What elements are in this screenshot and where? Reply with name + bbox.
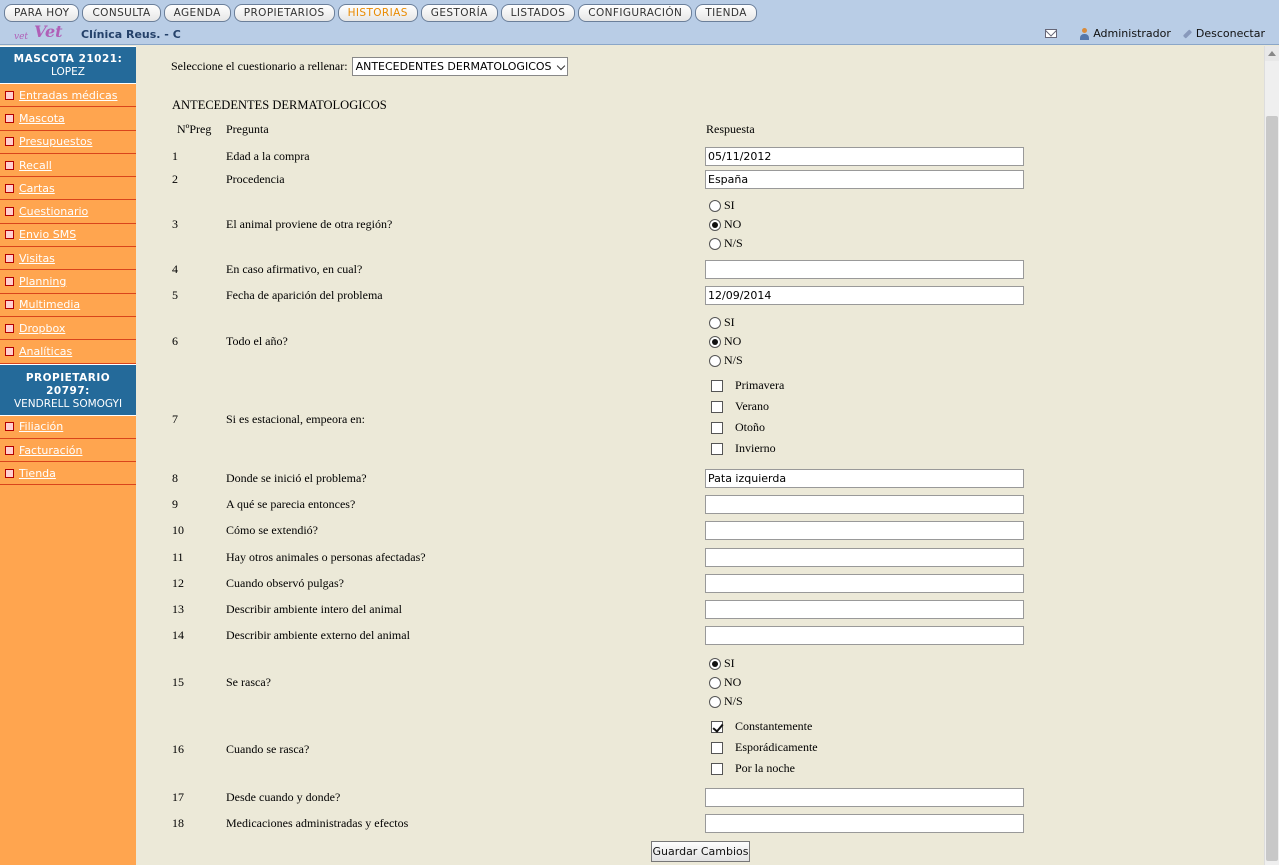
question-row-8	[136, 469, 1136, 488]
bullet-square-icon	[5, 91, 14, 100]
bullet-square-icon	[5, 324, 14, 333]
question-text: Edad a la compra	[226, 149, 310, 163]
radio-option-no[interactable]	[709, 215, 743, 234]
user-link[interactable]	[1079, 27, 1171, 40]
bullet-square-icon	[5, 114, 14, 123]
sidebar-item-dropbox[interactable]	[0, 317, 136, 340]
sidebar-item-tienda[interactable]	[0, 462, 136, 485]
radio-label: NO	[724, 334, 742, 348]
radio-option-n-s[interactable]	[709, 692, 743, 711]
logout-link[interactable]	[1181, 27, 1265, 40]
question-text: Hay otros animales o personas afectadas?	[226, 550, 426, 564]
radio-button[interactable]	[709, 219, 721, 231]
answer-input-13[interactable]	[705, 600, 1024, 619]
question-number: 14	[172, 628, 184, 642]
checkbox-label: Otoño	[735, 420, 765, 434]
question-row-13	[136, 600, 1136, 619]
menu-configuracion-button[interactable]: CONFIGURACIÓN	[578, 4, 692, 22]
sidebar-item-label: Dropbox	[19, 321, 66, 335]
checkbox-label: Invierno	[735, 441, 776, 455]
radio-button[interactable]	[709, 355, 721, 367]
bullet-square-icon	[5, 207, 14, 216]
question-number: 2	[172, 172, 178, 186]
question-row-11	[136, 548, 1136, 567]
owner-menu	[0, 416, 136, 486]
radio-label: SI	[724, 656, 735, 670]
sidebar-item-filiacion[interactable]	[0, 416, 136, 439]
pet-header-title: MASCOTA 21021:	[13, 53, 123, 65]
logout-label: Desconectar	[1195, 27, 1265, 40]
sidebar-item-label: Tienda	[19, 466, 56, 480]
main-menu	[4, 4, 757, 22]
select-label: Seleccione el cuestionario a rellenar:	[171, 59, 348, 73]
chevron-down-icon	[556, 62, 564, 70]
question-row-16	[136, 716, 1136, 780]
question-number: 11	[172, 550, 184, 564]
pet-menu	[0, 84, 136, 364]
sidebar-item-analiticas[interactable]	[0, 340, 136, 363]
owner-header-name: VENDRELL SOMOGYI	[13, 397, 123, 410]
sidebar-item-label: Cuestionario	[19, 205, 89, 219]
checkbox-option-por-la-noche[interactable]	[711, 758, 818, 779]
radio-option-no[interactable]	[709, 332, 743, 351]
radio-label: NO	[724, 675, 742, 689]
question-row-2	[136, 170, 1136, 189]
sidebar-item-label: Envio SMS	[19, 228, 77, 242]
question-number: 15	[172, 675, 184, 689]
scroll-thumb[interactable]	[1266, 116, 1278, 861]
sidebar-item-visitas[interactable]	[0, 247, 136, 270]
sidebar-item-envio-sms[interactable]	[0, 224, 136, 247]
question-number: 8	[172, 471, 178, 485]
sidebar-item-label: Presupuestos	[19, 135, 93, 149]
sidebar-item-label: Filiación	[19, 420, 64, 434]
bullet-square-icon	[5, 469, 14, 478]
checkbox[interactable]	[711, 401, 723, 413]
owner-header	[0, 364, 136, 416]
radio-group-3	[709, 196, 743, 253]
pet-header	[0, 46, 136, 84]
header-num: NºPreg	[177, 122, 212, 136]
sidebar	[0, 46, 136, 865]
answer-input-1[interactable]: 05/11/2012	[705, 147, 1024, 166]
answer-input-17[interactable]	[705, 788, 1024, 807]
radio-option-si[interactable]	[709, 313, 743, 332]
questionnaire-select[interactable]	[352, 57, 568, 76]
save-button[interactable]: Guardar Cambios	[651, 841, 750, 862]
radio-button[interactable]	[709, 200, 721, 212]
select-value: ANTECEDENTES DERMATOLOGICOS	[355, 60, 552, 73]
checkbox-group-16	[711, 716, 818, 779]
sidebar-item-presupuestos[interactable]	[0, 131, 136, 154]
header-answer: Respuesta	[706, 122, 755, 136]
radio-button[interactable]	[709, 317, 721, 329]
question-row-4	[136, 260, 1136, 279]
radio-label: N/S	[724, 236, 743, 250]
question-text: Cómo se extendió?	[226, 523, 318, 537]
question-number: 1	[172, 149, 178, 163]
answer-input-2[interactable]: España	[705, 170, 1024, 189]
radio-button[interactable]	[709, 658, 721, 670]
answer-input-18[interactable]	[705, 814, 1024, 833]
radio-button[interactable]	[709, 696, 721, 708]
questionnaire-selector	[171, 57, 568, 76]
question-number: 12	[172, 576, 184, 590]
bullet-square-icon	[5, 230, 14, 239]
radio-button[interactable]	[709, 336, 721, 348]
question-text: Cuando se rasca?	[226, 742, 310, 756]
question-row-18	[136, 814, 1136, 833]
question-text: A qué se parecia entonces?	[226, 497, 356, 511]
checkbox-option-verano[interactable]	[711, 396, 784, 417]
form-title: ANTECEDENTES DERMATOLOGICOS	[172, 98, 387, 112]
checkbox[interactable]	[711, 422, 723, 434]
question-text: Desde cuando y donde?	[226, 790, 341, 804]
radio-group-15	[709, 654, 743, 711]
question-number: 18	[172, 816, 184, 830]
radio-button[interactable]	[709, 238, 721, 250]
question-text: Se rasca?	[226, 675, 271, 689]
question-text: Medicaciones administradas y efectos	[226, 816, 409, 830]
radio-label: N/S	[724, 353, 743, 367]
question-row-12	[136, 574, 1136, 593]
checkbox[interactable]	[711, 742, 723, 754]
main-content	[136, 46, 1264, 865]
bullet-square-icon	[5, 300, 14, 309]
clinic-name: Clínica Reus. - C	[81, 28, 181, 41]
sidebar-item-mascota[interactable]	[0, 107, 136, 130]
question-number: 5	[172, 288, 178, 302]
logo-small-text: vet	[14, 32, 29, 42]
sidebar-item-label: Analíticas	[19, 344, 73, 358]
bullet-square-icon	[5, 161, 14, 170]
question-number: 4	[172, 262, 178, 276]
checkbox-label: Esporádicamente	[735, 740, 818, 754]
sidebar-item-facturacion[interactable]	[0, 439, 136, 462]
checkbox-label: Verano	[735, 399, 769, 413]
checkbox-label: Primavera	[735, 378, 785, 392]
sidebar-item-planning[interactable]	[0, 270, 136, 293]
bullet-square-icon	[5, 254, 14, 263]
menu-gestoria-button[interactable]: GESTORÍA	[421, 4, 498, 22]
pet-header-name: LOPEZ	[51, 66, 85, 78]
answer-input-9[interactable]	[705, 495, 1024, 514]
question-text: Describir ambiente externo del animal	[226, 628, 410, 642]
plug-icon	[1181, 28, 1193, 40]
answer-input-12[interactable]	[705, 574, 1024, 593]
checkbox-label: Por la noche	[735, 761, 795, 775]
question-row-14	[136, 626, 1136, 645]
radio-label: SI	[724, 315, 735, 329]
radio-label: NO	[724, 217, 742, 231]
question-row-7	[136, 375, 1136, 461]
menu-tienda-button[interactable]: TIENDA	[695, 4, 756, 22]
checkbox[interactable]	[711, 763, 723, 775]
answer-input-10[interactable]	[705, 521, 1024, 540]
user-icon	[1079, 28, 1090, 40]
answer-input-11[interactable]	[705, 548, 1024, 567]
question-row-3	[136, 196, 1136, 253]
menu-historias-button[interactable]: HISTORIAS	[338, 4, 418, 22]
logo-big-text: Vet	[34, 22, 63, 41]
question-number: 3	[172, 217, 178, 231]
scroll-up-arrow-icon[interactable]	[1265, 46, 1279, 61]
vertical-scrollbar[interactable]	[1264, 46, 1279, 865]
question-text: En caso afirmativo, en cual?	[226, 262, 363, 276]
menu-propietarios-button[interactable]: PROPIETARIOS	[234, 4, 335, 22]
question-row-1	[136, 147, 1136, 166]
user-name: Administrador	[1093, 27, 1171, 40]
question-row-15	[136, 654, 1136, 711]
radio-button[interactable]	[709, 677, 721, 689]
top-bar	[0, 0, 1279, 45]
sidebar-item-label: Multimedia	[19, 298, 81, 312]
question-number: 9	[172, 497, 178, 511]
radio-option-n-s[interactable]	[709, 234, 743, 253]
answer-input-4[interactable]	[705, 260, 1024, 279]
question-row-5	[136, 286, 1136, 305]
mail-icon[interactable]	[1045, 29, 1057, 38]
radio-option-si[interactable]	[709, 196, 743, 215]
sidebar-item-label: Recall	[19, 158, 52, 172]
checkbox-option-esporadicamente[interactable]	[711, 737, 818, 758]
bullet-square-icon	[5, 184, 14, 193]
app-logo	[14, 24, 64, 44]
question-row-10	[136, 521, 1136, 540]
checkbox[interactable]	[711, 721, 723, 733]
question-text: Donde se inició el problema?	[226, 471, 367, 485]
bullet-square-icon	[5, 277, 14, 286]
bullet-square-icon	[5, 137, 14, 146]
sidebar-item-recall[interactable]	[0, 154, 136, 177]
sidebar-item-entradas-medicas[interactable]	[0, 84, 136, 107]
sidebar-item-label: Mascota	[19, 111, 65, 125]
question-number: 6	[172, 334, 178, 348]
question-text: Todo el año?	[226, 334, 288, 348]
sidebar-item-cuestionario[interactable]	[0, 200, 136, 223]
bullet-square-icon	[5, 347, 14, 356]
question-number: 7	[172, 412, 178, 426]
sidebar-item-label: Entradas médicas	[19, 88, 118, 102]
answer-input-14[interactable]	[705, 626, 1024, 645]
question-text: Si es estacional, empeora en:	[226, 412, 365, 426]
checkbox[interactable]	[711, 443, 723, 455]
owner-header-title: PROPIETARIO 20797:	[25, 371, 111, 397]
checkbox-option-primavera[interactable]	[711, 375, 784, 396]
sidebar-item-cartas[interactable]	[0, 177, 136, 200]
radio-option-no[interactable]	[709, 673, 743, 692]
radio-group-6	[709, 313, 743, 370]
checkbox-option-constantemente[interactable]	[711, 716, 818, 737]
sidebar-item-label: Planning	[19, 275, 67, 289]
question-row-17	[136, 788, 1136, 807]
menu-consulta-button[interactable]: CONSULTA	[82, 4, 160, 22]
menu-agenda-button[interactable]: AGENDA	[164, 4, 231, 22]
question-text: Fecha de aparición del problema	[226, 288, 383, 302]
question-number: 13	[172, 602, 184, 616]
checkbox-option-invierno[interactable]	[711, 438, 784, 459]
question-row-9	[136, 495, 1136, 514]
checkbox-option-otono[interactable]	[711, 417, 784, 438]
question-number: 16	[172, 742, 184, 756]
checkbox-label: Constantemente	[735, 719, 813, 733]
header-question: Pregunta	[226, 122, 269, 136]
answer-input-8[interactable]: Pata izquierda	[705, 469, 1024, 488]
bullet-square-icon	[5, 422, 14, 431]
question-row-6	[136, 313, 1136, 370]
radio-label: SI	[724, 198, 735, 212]
user-bar	[1045, 27, 1265, 40]
answer-input-5[interactable]: 12/09/2014	[705, 286, 1024, 305]
sidebar-item-multimedia[interactable]	[0, 294, 136, 317]
checkbox-group-7	[711, 375, 784, 459]
checkbox[interactable]	[711, 380, 723, 392]
radio-option-n-s[interactable]	[709, 351, 743, 370]
question-number: 10	[172, 523, 184, 537]
radio-option-si[interactable]	[709, 654, 743, 673]
sidebar-item-label: Visitas	[19, 251, 55, 265]
bullet-square-icon	[5, 446, 14, 455]
radio-label: N/S	[724, 694, 743, 708]
sidebar-item-label: Facturación	[19, 443, 83, 457]
question-number: 17	[172, 790, 184, 804]
question-text: Describir ambiente intero del animal	[226, 602, 402, 616]
sidebar-item-label: Cartas	[19, 181, 55, 195]
question-text: El animal proviene de otra región?	[226, 217, 393, 231]
question-text: Procedencia	[226, 172, 285, 186]
menu-listados-button[interactable]: LISTADOS	[501, 4, 576, 22]
menu-para-hoy-button[interactable]: PARA HOY	[4, 4, 79, 22]
question-text: Cuando observó pulgas?	[226, 576, 344, 590]
